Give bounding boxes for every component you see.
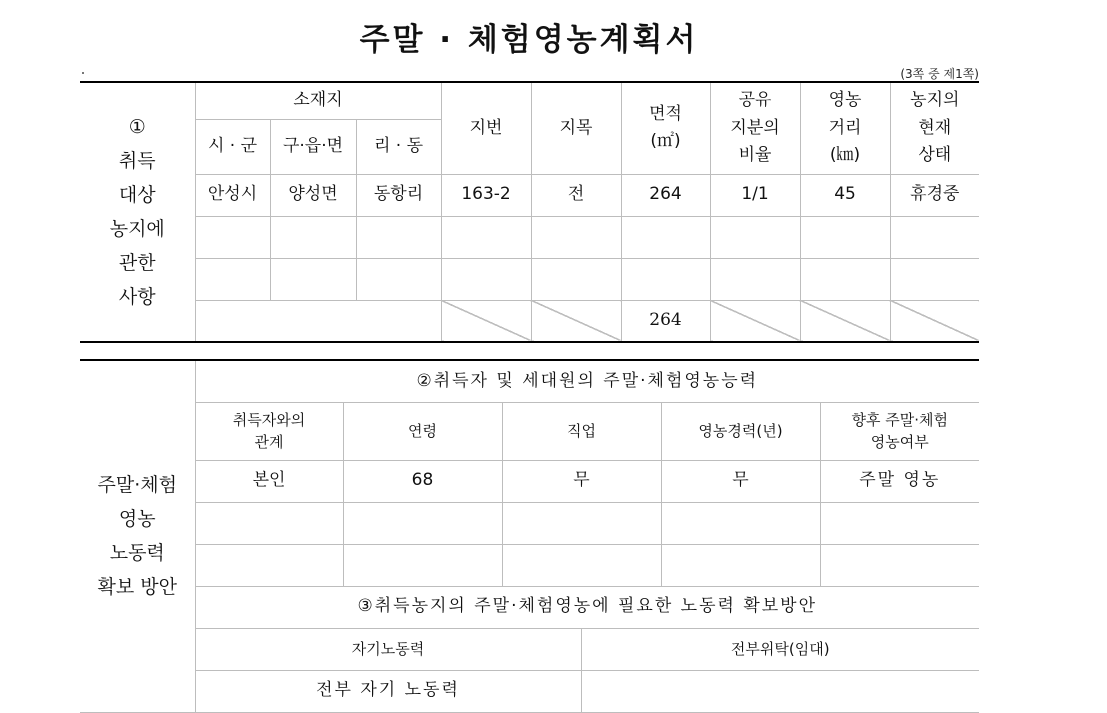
header-si-gun: 시 · 군 (195, 119, 270, 174)
document-title: 주말 · 체험영농계획서 (359, 22, 699, 58)
table-row (80, 460, 979, 502)
diagonal-cell (890, 300, 979, 342)
cell-area: 264 (621, 174, 710, 216)
cell-relation: 본인 (195, 460, 343, 502)
diagonal-cell (531, 300, 621, 342)
table-row (80, 174, 979, 216)
header-location: 소재지 (195, 82, 441, 119)
ability-section-title: ②취득자 및 세대원의 주말·체험영농능력 (195, 360, 979, 402)
header-area: 면적 (㎡) (621, 82, 710, 174)
farmland-info-table (80, 81, 979, 343)
header-ri-dong: 리 · 동 (356, 119, 441, 174)
total-row (80, 300, 979, 342)
page-number-note: (3쪽 중 제1쪽) (900, 67, 979, 81)
cell-state: 휴경중 (890, 174, 979, 216)
header-relation: 취득자와의 관계 (195, 402, 343, 460)
cell-job: 무 (502, 460, 661, 502)
stray-dot (82, 72, 84, 74)
section2-label: 주말·체험 영농 노동력 확보 방안 (80, 360, 195, 712)
header-gu-eup-myeon: 구·읍·면 (270, 119, 356, 174)
labor-section-title: ③취득농지의 주말·체험영농에 필요한 노동력 확보방안 (195, 586, 979, 628)
cell-age: 68 (343, 460, 502, 502)
header-share-ratio: 공유 지분의 비율 (710, 82, 800, 174)
table-row (80, 258, 979, 300)
table-row (80, 502, 979, 544)
header-farming-distance: 영농 거리 (㎞) (800, 82, 890, 174)
cell-si-gun: 안성시 (195, 174, 270, 216)
header-future-farming: 향후 주말·체험 영농여부 (820, 402, 979, 460)
header-self-labor: 자기노동력 (195, 628, 581, 670)
header-lot-number: 지번 (441, 82, 531, 174)
cell-self-labor: 전부 자기 노동력 (195, 670, 581, 712)
cell-gu-eup-myeon: 양성면 (270, 174, 356, 216)
table-row (80, 544, 979, 586)
header-land-category: 지목 (531, 82, 621, 174)
header-entrust: 전부위탁(임대) (581, 628, 979, 670)
diagonal-cell (800, 300, 890, 342)
cell-experience: 무 (661, 460, 820, 502)
header-current-state: 농지의 현재 상태 (890, 82, 979, 174)
header-job: 직업 (502, 402, 661, 460)
header-experience: 영농경력(년) (661, 402, 820, 460)
cell-land-category: 전 (531, 174, 621, 216)
diagonal-cell (710, 300, 800, 342)
cell-ri-dong: 동항리 (356, 174, 441, 216)
table-row (80, 216, 979, 258)
total-area: 264 (621, 300, 710, 342)
cell-distance: 45 (800, 174, 890, 216)
labor-plan-table (80, 359, 979, 713)
diagonal-cell (441, 300, 531, 342)
cell-share-ratio: 1/1 (710, 174, 800, 216)
header-age: 연령 (343, 402, 502, 460)
section1-label: ① 취득 대상 농지에 관한 사항 (80, 82, 195, 342)
cell-future: 주말 영농 (820, 460, 979, 502)
cell-entrust (581, 670, 979, 712)
cell-lot-number: 163-2 (441, 174, 531, 216)
